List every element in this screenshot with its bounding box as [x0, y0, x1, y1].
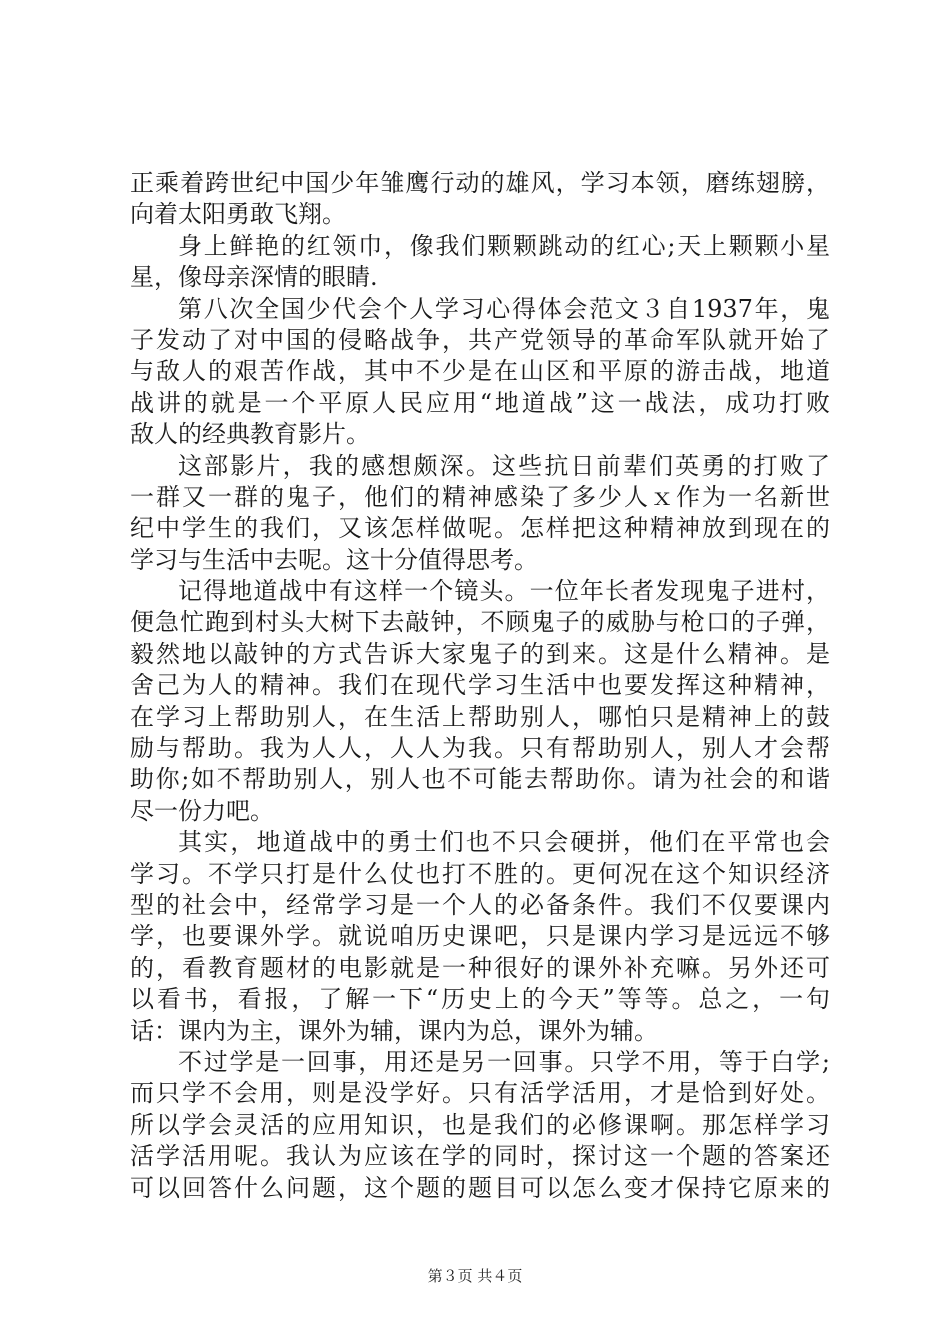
text-line: 尽一份力吧。: [130, 796, 274, 825]
text-line: 学，也要课外学。就说咱历史课吧，只是课内学习是远远不够: [130, 922, 830, 951]
page-footer: 第３页 共４页: [427, 1267, 523, 1285]
text-line: 第八次全国少代会个人学习心得体会范文３自1937年，鬼: [178, 294, 830, 323]
text-line: 学习与生活中去呢。这十分值得思考。: [130, 545, 538, 574]
text-line: 便急忙跑到村头大树下去敲钟，不顾鬼子的威胁与枪口的子弹，: [130, 608, 830, 637]
text-line: 的，看教育题材的电影就是一种很好的课外补充嘛。另外还可: [130, 953, 830, 982]
document-body: [130, 168, 830, 1204]
text-line: 学习。不学只打是什么仗也打不胜的。更何况在这个知识经济: [130, 859, 830, 888]
text-line: 身上鲜艳的红领巾，像我们颗颗跳动的红心;天上颗颗小星: [178, 231, 830, 260]
text-line: 与敌人的艰苦作战，其中不少是在山区和平原的游击战，地道: [130, 357, 830, 386]
text-line: 所以学会灵活的应用知识，也是我们的必修课啊。那怎样学习: [130, 1110, 830, 1139]
text-line: 而只学不会用，则是没学好。只有活学活用，才是恰到好处。: [130, 1079, 830, 1108]
text-line: 一群又一群的鬼子，他们的精神感染了多少人ｘ作为一名新世: [130, 482, 830, 511]
text-line: 励与帮助。我为人人，人人为我。只有帮助别人，别人才会帮: [130, 734, 830, 763]
text-line: 星，像母亲深情的眼睛.: [130, 263, 378, 292]
text-line: 战讲的就是一个平原人民应用“地道战”这一战法，成功打败: [130, 388, 830, 417]
text-line: 子发动了对中国的侵略战争，共产党领导的革命军队就开始了: [130, 325, 830, 354]
text-line: 记得地道战中有这样一个镜头。一位年长者发现鬼子进村，: [178, 577, 830, 606]
text-line: 毅然地以敲钟的方式告诉大家鬼子的到来。这是什么精神。是: [130, 639, 830, 668]
text-line: 这部影片，我的感想颇深。这些抗日前辈们英勇的打败了: [178, 451, 830, 480]
text-line: 活学活用呢。我认为应该在学的同时，探讨这一个题的答案还: [130, 1142, 830, 1171]
text-line: 话：课内为主，课外为辅，课内为总，课外为辅。: [130, 1016, 658, 1045]
text-line: 型的社会中，经常学习是一个人的必备条件。我们不仅要课内: [130, 890, 830, 919]
text-line: 敌人的经典教育影片。: [130, 420, 370, 449]
text-line: 其实，地道战中的勇士们也不只会硬拼，他们在平常也会: [178, 828, 830, 857]
text-line: 以看书，看报，了解一下“历史上的今天”等等。总之，一句: [130, 985, 830, 1014]
text-line: 纪中学生的我们，又该怎样做呢。怎样把这种精神放到现在的: [130, 514, 830, 543]
text-line: 不过学是一回事，用还是另一回事。只学不用，等于白学;: [178, 1047, 830, 1076]
text-line: 舍己为人的精神。我们在现代学习生活中也要发挥这种精神，: [130, 671, 830, 700]
text-line: 在学习上帮助别人，在生活上帮助别人，哪怕只是精神上的鼓: [130, 702, 830, 731]
text-line: 正乘着跨世纪中国少年雏鹰行动的雄风，学习本领，磨练翅膀，: [130, 169, 830, 197]
text-line: 可以回答什么问题，这个题的题目可以怎么变才保持它原来的: [130, 1173, 830, 1202]
text-line: 向着太阳勇敢飞翔。: [130, 200, 346, 229]
text-line: 助你;如不帮助别人，别人也不可能去帮助你。请为社会的和谐: [130, 765, 830, 794]
